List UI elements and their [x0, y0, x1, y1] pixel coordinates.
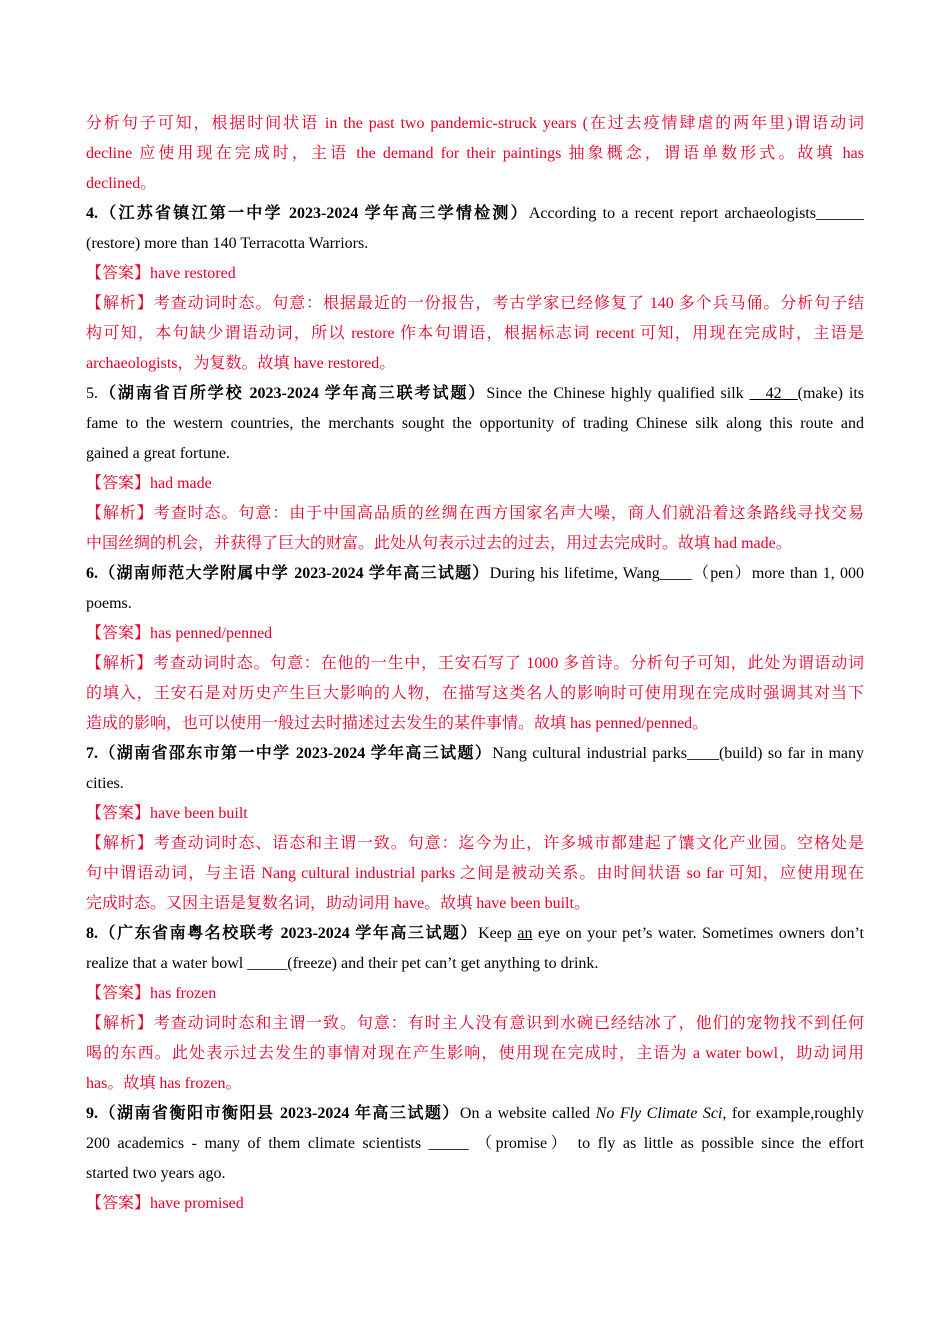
text-segment: According to a recent report archaeologists______	[528, 205, 864, 222]
text-line	[86, 1159, 864, 1189]
text-segment: Keep	[478, 925, 518, 942]
text-segment: has。故填 has frozen。	[86, 1075, 242, 1092]
text-line	[86, 709, 864, 739]
text-line	[86, 289, 864, 319]
text-segment: , for example,roughly	[722, 1105, 865, 1122]
text-segment: 中国丝绸的机会，并获得了巨大的财富。此处从句表示过去的过去，用过去完成时。故填 had made。	[86, 535, 792, 552]
text-segment: 【答案】have promised	[86, 1195, 244, 1212]
text-segment: 【解析】考查动词时态。句意：在他的一生中，王安石写了 1000 多首诗。分析句子可知，此处为谓语动词	[86, 655, 864, 672]
text-line	[86, 919, 864, 949]
text-line	[86, 1069, 864, 1099]
text-segment: On a website called	[459, 1105, 596, 1122]
text-line	[86, 589, 864, 619]
text-line	[86, 169, 864, 199]
text-line	[86, 799, 864, 829]
text-line	[86, 1099, 864, 1129]
text-line	[86, 769, 864, 799]
text-line	[86, 469, 864, 499]
text-line	[86, 409, 864, 439]
text-segment: 喝的东西。此处表示过去发生的事情对现在产生影响，使用现在完成时，主语为 a water bowl，助动词用	[86, 1045, 864, 1062]
text-line	[86, 229, 864, 259]
text-line	[86, 1009, 864, 1039]
text-segment: __42__	[749, 385, 798, 402]
document-page	[86, 109, 864, 1219]
text-segment: 的填入，王安石是对历史产生巨大影响的人物，在描写这类名人的影响时可使用现在完成时强调其对当下	[86, 685, 864, 702]
text-line	[86, 1129, 864, 1159]
text-segment: realize that a water bowl _____(freeze) and their pet can’t get anything to drink.	[86, 955, 599, 972]
text-segment: 9.（湖南省衡阳市衡阳县 2023-2024 年高三试题）	[86, 1105, 460, 1122]
text-segment: 8.（广东省南粤名校联考 2023-2024 学年高三试题）	[86, 925, 479, 942]
text-line	[86, 949, 864, 979]
text-line	[86, 259, 864, 289]
text-segment: 构可知，本句缺少谓语动词，所以 restore 作本句谓语，根据标志词 recent 可知，用现在完成时，主语是	[86, 325, 864, 342]
text-line	[86, 679, 864, 709]
text-segment: 6.（湖南师范大学附属中学 2023-2024 学年高三试题）	[86, 565, 490, 582]
text-segment: declined。	[86, 175, 157, 192]
text-segment: (restore) more than 140 Terracotta Warriors.	[86, 235, 369, 252]
text-segment: 7.（湖南省邵东市第一中学 2023-2024 学年高三试题）	[86, 745, 493, 762]
text-line	[86, 979, 864, 1009]
text-line	[86, 829, 864, 859]
text-segment: 句中谓语动词，与主语 Nang cultural industrial parks 之间是被动关系。由时间状语 so far 可知，应使用现在	[86, 865, 864, 882]
text-segment: Since the Chinese highly qualified silk	[486, 385, 750, 402]
text-segment: 【解析】考查动词时态和主谓一致。句意：有时主人没有意识到水碗已经结冰了，他们的宠物找不到任何	[86, 1015, 864, 1032]
text-segment: 【答案】had made	[86, 475, 212, 492]
text-line	[86, 379, 864, 409]
text-segment: 造成的影响，也可以使用一般过去时描述过去发生的某件事情。故填 has penned/penned。	[86, 715, 709, 732]
text-segment: During his lifetime, Wang____（pen）more than 1, 000	[489, 565, 864, 582]
text-segment: an	[517, 925, 533, 942]
text-segment: 200 academics - many of them climate scientists _____ （promise） to fly as little as possible since the effort	[86, 1135, 864, 1152]
text-line	[86, 649, 864, 679]
text-segment: 【答案】has penned/penned	[86, 625, 273, 642]
text-segment: No Fly Climate Sci	[595, 1105, 723, 1122]
text-segment: 【解析】考查时态。句意：由于中国高品质的丝绸在西方国家名声大噪，商人们就沿着这条路线寻找交易	[86, 505, 864, 522]
text-line	[86, 109, 864, 139]
text-segment: 5.	[86, 385, 98, 402]
text-segment: eye on your pet’s water. Sometimes owners don’t	[532, 925, 864, 942]
text-segment: （湖南省百所学校 2023-2024 学年高三联考试题）	[98, 385, 487, 402]
text-line	[86, 199, 864, 229]
text-segment: Nang cultural industrial parks____(build) so far in many	[492, 745, 864, 762]
text-line	[86, 739, 864, 769]
text-line	[86, 889, 864, 919]
text-line	[86, 859, 864, 889]
text-segment: 【解析】考查动词时态。句意：根据最近的一份报告，考古学家已经修复了 140 多个兵马俑。分析句子结	[86, 295, 864, 312]
text-segment: 【答案】have been built	[86, 805, 248, 822]
text-segment: fame to the western countries, the merchants sought the opportunity of trading Chinese silk along this route and	[86, 415, 864, 432]
text-line	[86, 559, 864, 589]
text-segment: cities.	[86, 775, 124, 792]
text-segment: 分析句子可知，根据时间状语 in the past two pandemic-struck years (在过去疫情肆虐的两年里)谓语动词	[86, 115, 864, 132]
text-line	[86, 529, 864, 559]
text-segment: 4.（江苏省镇江第一中学 2023-2024 学年高三学情检测）	[86, 205, 529, 222]
text-line	[86, 499, 864, 529]
text-segment: gained a great fortune.	[86, 445, 230, 462]
text-line	[86, 439, 864, 469]
text-segment: 完成时态。又因主语是复数名词，助动词用 have。故填 have been built。	[86, 895, 590, 912]
text-segment: 【解析】考查动词时态、语态和主谓一致。句意：迄今为止，许多城市都建起了馕文化产业园。空格处是	[86, 835, 864, 852]
text-line	[86, 1189, 864, 1219]
text-line	[86, 349, 864, 379]
text-segment: (make) its	[797, 385, 864, 402]
text-segment: started two years ago.	[86, 1165, 226, 1182]
text-segment: 【答案】has frozen	[86, 985, 217, 1002]
text-line	[86, 619, 864, 649]
text-line	[86, 139, 864, 169]
text-segment: decline 应使用现在完成时，主语 the demand for their paintings 抽象概念，谓语单数形式。故填 has	[86, 145, 864, 162]
text-segment: 【答案】have restored	[86, 265, 236, 282]
text-segment: archaeologists，为复数。故填 have restored。	[86, 355, 396, 372]
text-line	[86, 319, 864, 349]
text-line	[86, 1039, 864, 1069]
text-segment: poems.	[86, 595, 132, 612]
